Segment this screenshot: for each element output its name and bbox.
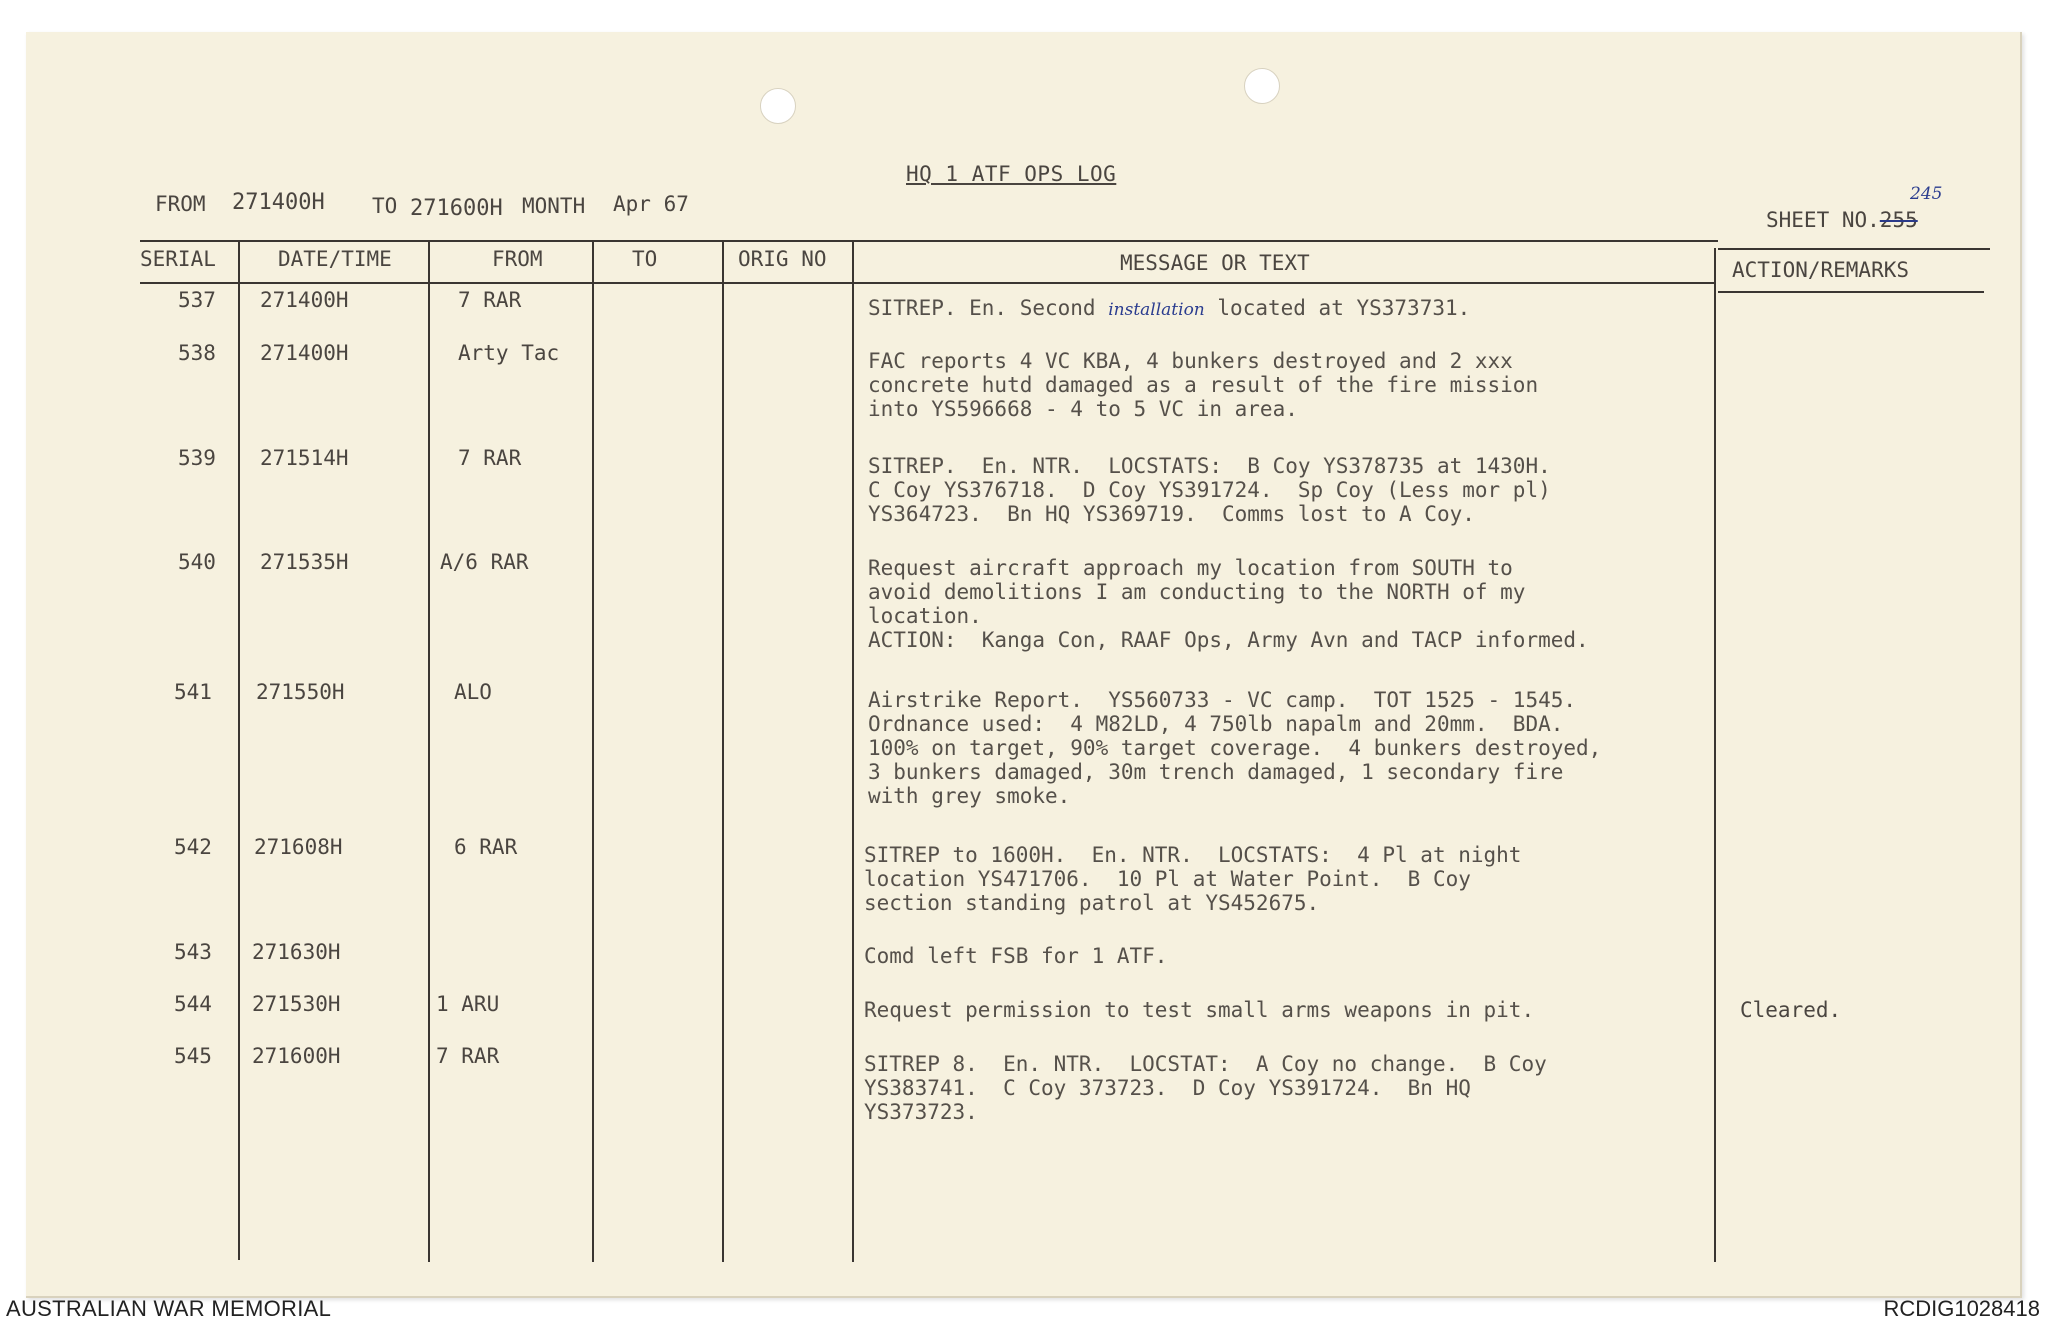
col-header-to: TO bbox=[632, 247, 658, 271]
sheet-number bbox=[1766, 208, 1918, 232]
handwritten-insert: installation bbox=[1108, 300, 1205, 320]
entry-serial: 539 bbox=[178, 446, 216, 470]
entry-message: Request permission to test small arms weapons in pit. bbox=[864, 998, 1535, 1022]
entry-datetime: 271514H bbox=[260, 446, 349, 470]
entry-action: Cleared. bbox=[1740, 998, 1842, 1022]
from-label: FROM bbox=[155, 192, 206, 216]
entry-from: 7 RAR bbox=[458, 288, 522, 312]
entry-serial: 543 bbox=[174, 940, 212, 964]
entry-from: 6 RAR bbox=[454, 835, 518, 859]
entry-from: A/6 RAR bbox=[440, 550, 529, 574]
entry-datetime: 271608H bbox=[254, 835, 343, 859]
entry-message: SITREP to 1600H. En. NTR. LOCSTATS: 4 Pl at night location YS471706. 10 Pl at Water Point. B Coy section standing patrol at YS452675. bbox=[864, 843, 1522, 915]
sheet-label: SHEET NO. bbox=[1766, 208, 1880, 232]
table-header-rule-right bbox=[1718, 291, 1984, 293]
punch-hole-left bbox=[760, 88, 796, 124]
entry-message: FAC reports 4 VC KBA, 4 bunkers destroyed and 2 xxx concrete hutd damaged as a result of the fire mission into YS596668 - 4 to 5 VC in area. bbox=[868, 349, 1539, 421]
col-header-action: ACTION/REMARKS bbox=[1732, 258, 1910, 282]
message-text-end: located at YS373731. bbox=[1204, 296, 1471, 320]
col-header-message: MESSAGE OR TEXT bbox=[1120, 251, 1310, 275]
entry-from: 7 RAR bbox=[458, 446, 522, 470]
col-divider-message bbox=[1714, 248, 1716, 1262]
entry-from: ALO bbox=[454, 680, 492, 704]
entry-message: Comd left FSB for 1 ATF. bbox=[864, 944, 1168, 968]
entry-serial: 545 bbox=[174, 1044, 212, 1068]
to-label: TO bbox=[372, 194, 398, 218]
to-value: 271600H bbox=[410, 196, 503, 221]
entry-serial: 537 bbox=[178, 288, 216, 312]
entry-message: Request aircraft approach my location from SOUTH to avoid demolitions I am conducting to the NORTH of my location. ACTION: Kanga Con, RAAF Ops, Army Avn and TACP informed. bbox=[868, 556, 1589, 652]
month-value: Apr 67 bbox=[613, 192, 689, 216]
entry-serial: 540 bbox=[178, 550, 216, 574]
table-header-rule bbox=[140, 282, 1714, 284]
entry-datetime: 271530H bbox=[252, 992, 341, 1016]
entry-datetime: 271630H bbox=[252, 940, 341, 964]
entry-datetime: 271400H bbox=[260, 288, 349, 312]
month-label: MONTH bbox=[522, 194, 586, 218]
col-header-orig-no: ORIG NO bbox=[738, 247, 827, 271]
col-divider-from bbox=[592, 240, 594, 1262]
col-divider-datetime bbox=[428, 240, 430, 1262]
entry-datetime: 271535H bbox=[260, 550, 349, 574]
entry-message: SITREP. En. NTR. LOCSTATS: B Coy YS378735 at 1430H. C Coy YS376718. D Coy YS391724. Sp Coy (Less mor pl) YS364723. Bn HQ YS369719. Comms lost to A Coy. bbox=[868, 454, 1551, 526]
entry-from: Arty Tac bbox=[458, 341, 560, 365]
col-header-serial: SERIAL bbox=[140, 247, 216, 271]
table-top-rule-left bbox=[140, 240, 1718, 242]
sheet-handwritten-number: 245 bbox=[1910, 184, 1943, 204]
log-title: HQ 1 ATF OPS LOG bbox=[906, 162, 1117, 186]
message-text-start: SITREP. En. Second bbox=[868, 296, 1109, 320]
entry-from: 1 ARU bbox=[436, 992, 500, 1016]
table-top-rule-right bbox=[1718, 248, 1990, 250]
entry-serial: 544 bbox=[174, 992, 212, 1016]
archive-credit: AUSTRALIAN WAR MEMORIAL bbox=[6, 1296, 332, 1321]
col-divider-orig bbox=[852, 240, 854, 1262]
entry-datetime: 271600H bbox=[252, 1044, 341, 1068]
entry-datetime: 271550H bbox=[256, 680, 345, 704]
entry-message bbox=[868, 296, 1470, 322]
entry-datetime: 271400H bbox=[260, 341, 349, 365]
entry-message: Airstrike Report. YS560733 - VC camp. TOT 1525 - 1545. Ordnance used: 4 M82LD, 4 750lb napalm and 20mm. BDA. 100% on target, 90% target coverage. 4 bunkers destroyed, 3 bunkers damaged, 30m trench damaged, 1 secondary fire with grey smoke. bbox=[868, 688, 1602, 808]
entry-serial: 542 bbox=[174, 835, 212, 859]
from-value: 271400H bbox=[232, 190, 325, 215]
entry-serial: 538 bbox=[178, 341, 216, 365]
entry-from: 7 RAR bbox=[436, 1044, 500, 1068]
col-divider-serial bbox=[238, 240, 240, 1260]
col-header-from: FROM bbox=[492, 247, 543, 271]
punch-hole-right bbox=[1244, 68, 1280, 104]
col-divider-to bbox=[722, 240, 724, 1262]
record-id: RCDIG1028418 bbox=[1883, 1296, 2040, 1321]
sheet-struck-number: 255 bbox=[1879, 208, 1918, 232]
entry-serial: 541 bbox=[174, 680, 212, 704]
col-header-datetime: DATE/TIME bbox=[278, 247, 392, 271]
entry-message: SITREP 8. En. NTR. LOCSTAT: A Coy no change. B Coy YS383741. C Coy 373723. D Coy YS391724. Bn HQ YS373723. bbox=[864, 1052, 1547, 1124]
